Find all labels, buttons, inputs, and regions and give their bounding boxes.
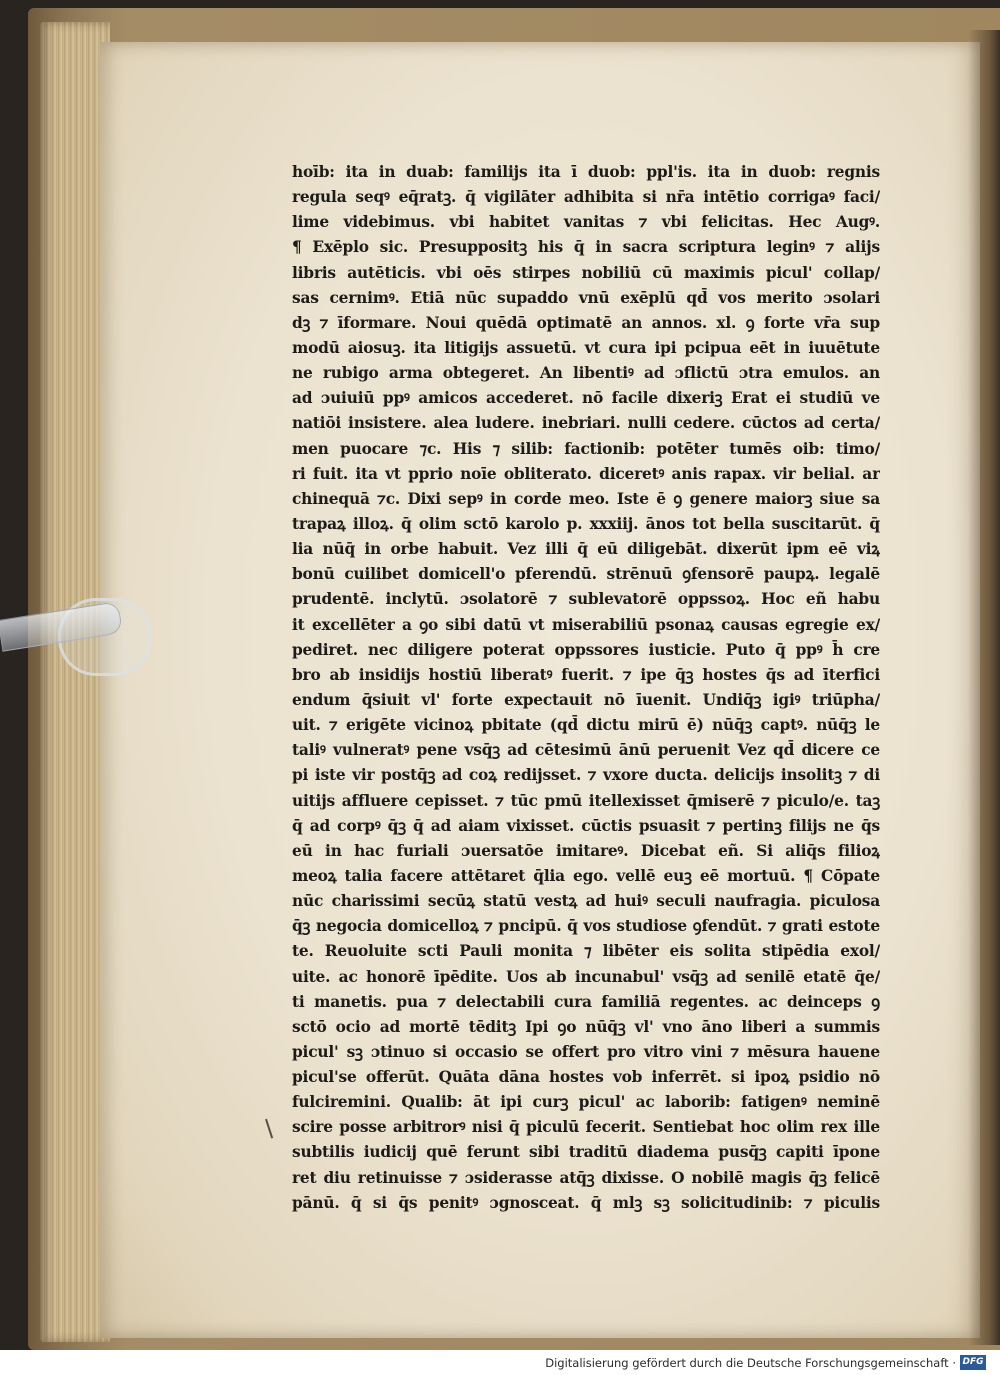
- dfg-logo-icon: DFG: [960, 1355, 986, 1370]
- text-line: fulciremini. Qualib: āt ipi curꝫ picul' ac laborib: fatigenꝰ neminē: [292, 1093, 880, 1112]
- text-line: sctō ocio ad mortē tēditꝫ Ipi ꝯo nūq̄ꝫ vl' vno āno liberi a summis: [292, 1017, 880, 1036]
- text-line: uite. ac honorē īpēdite. Uos ab incunabul' vsq̄ꝫ ad senilē etatē q̄e/: [292, 967, 880, 986]
- text-line: prudentē. inclytū. ɔsolatorē ⁊ sublevatorē oppssoꝝ. Hoc eñ habu: [292, 590, 880, 609]
- text-line: it excellēter a ꝯo sibi datū vt miserabiliū psonaꝝ causas egregie ex/: [292, 615, 880, 634]
- text-line: libris autēticis. vbi oēs stirpes nobiliū cū maximis picul' collap/: [292, 263, 880, 282]
- text-line: nūc charissimi secūꝝ statū vestꝝ ad huiꝰ seculi naufragia. piculosa: [292, 892, 880, 911]
- footer-bar: [0, 1350, 1000, 1375]
- text-line: ¶ Exēplo sic. Presuppositꝫ his q̄ in sacra scriptura leginꝰ ⁊ alijs: [292, 238, 880, 257]
- digitization-credit: Digitalisierung gefördert durch die Deutsche Forschungsgemeinschaft ·: [545, 1356, 956, 1370]
- text-line: lime videbimus. vbi habitet vanitas ⁊ vbi felicitas. Hec Augꝰ.: [292, 213, 880, 232]
- text-line: taliꝰ vulneratꝰ pene vsq̄ꝫ ad cētesimū ānū peruenit Vez qd̄ dicere ce: [292, 741, 880, 760]
- text-line: eū in hac furiali ɔuersatōe imitareꝰ. Dicebat eñ. Si aliq̄s filioꝝ: [292, 841, 880, 860]
- text-line: pediret. nec diligere poterat oppssores iusticie. Puto q̄ ppꝰ h̄ cre: [292, 640, 880, 659]
- text-line: bonū cuilibet domicell'o pferendū. strēnuū ꝯfensorē paupꝝ. legalē: [292, 565, 880, 584]
- text-line: trapaꝝ illoꝝ. q̄ olim sctō karolo p. xxxiij. ānos tot bella suscitarūt. q̄: [292, 514, 880, 533]
- text-line: picul' sꝫ ɔtinuo si occasio se offert pro vitro vini ⁊ mēsura hauene: [292, 1042, 880, 1061]
- text-line: uitijs affluere cepisset. ⁊ tūc pmū itellexisset q̄miserē ⁊ piculo/e. taꝫ: [292, 791, 880, 810]
- text-line: lia nūq̄ in orbe habuit. Vez illi q̄ eū diligebāt. dixerūt ipm eē viꝝ: [292, 540, 880, 559]
- text-line: natiōi insistere. alea ludere. inebriari. nulli cedere. cūctos ad certa/: [292, 414, 880, 433]
- text-line: pānū. q̄ si q̄s penitꝰ ɔgnosceat. q̄ mlꝫ sꝫ solicitudinib: ⁊ piculis: [292, 1193, 880, 1212]
- page-clip-icon: [0, 590, 150, 690]
- text-line: meoꝝ talia facere attētaret q̄lia ego. vellē euꝫ eē mortuū. ¶ Cōpate: [292, 866, 880, 885]
- book-gutter-shadow: [968, 30, 1000, 1345]
- text-line: subtilis iudicij quē ferunt sibi traditū diadema pusq̄ꝫ capiti īpone: [292, 1143, 880, 1162]
- text-line: uit. ⁊ erigēte vicinoꝝ pbitate (qd̄ dictu mirū ē) nūq̄ꝫ captꝰ. nūq̄ꝫ le: [292, 716, 880, 735]
- text-line: sas cernimꝰ. Etiā nūc supaddo vnū exēplū qd̄ vos merito ɔsolari: [292, 288, 880, 307]
- text-line: ad ɔuiuiū ppꝰ amicos accederet. nō facile dixeriꝫ Erat ei studiū ve: [292, 389, 880, 408]
- text-line: scire posse arbitrorꝰ nisi q̄ piculū fecerit. Sentiebat hoc olim rex ille: [292, 1118, 880, 1137]
- text-line: q̄ꝫ negocia domicelloꝝ ⁊ pncipū. q̄ vos studiose ꝯfendūt. ⁊ grati estote: [292, 917, 880, 936]
- text-line: modū aiosuꝫ. ita litigijs assuetū. vt cura ipi pcipua eēt in iuuētute: [292, 338, 880, 357]
- text-line: chinequā ⁊c. Dixi sepꝰ in corde meo. Iste ē ꝯ genere maiorꝫ siue sa: [292, 489, 880, 508]
- text-line: ri fuit. ita vt pprio noīe obliterato. diceretꝰ anis rapax. vir belial. ar: [292, 464, 880, 483]
- printed-text-block: [292, 160, 880, 1216]
- text-line: endum q̄siuit vl' forte expectauit nō īuenit. Undiq̄ꝫ igiꝰ triūpha/: [292, 690, 880, 709]
- text-line: ne rubigo arma obtegeret. An libentiꝰ ad ɔflictū ɔtra emulos. an: [292, 364, 880, 383]
- text-line: q̄ ad corpꝰ q̄ꝫ q̄ ad aiam vixisset. cūctis psuasit ⁊ pertinꝫ filijs ne q̄s: [292, 816, 880, 835]
- text-line: hoīb: ita in duab: familijs ita ī duob: ppl'is. ita in duob: regnis: [292, 163, 880, 181]
- text-line: bro ab insidijs hostiū liberatꝰ fuerit. ⁊ ipe q̄ꝫ hostes q̄s ad īterfici: [292, 665, 880, 684]
- text-line: ti manetis. pua ⁊ delectabili cura familiā regentes. ac deinceps ꝯ: [292, 992, 880, 1011]
- text-line: picul'se offerūt. Quāta dāna hostes vob inferrēt. si ipoꝝ psidio nō: [292, 1068, 880, 1087]
- text-line: regula seqꝰ eq̄ratꝫ. q̄ vigilāter adhibita si nr̄a intētio corrigaꝰ faci/: [292, 188, 880, 207]
- text-line: pi iste vir postq̄ꝫ ad coꝝ redijsset. ⁊ vxore ducta. delicijs insolitꝫ ⁊ di: [292, 766, 880, 785]
- text-line: ret diu retinuisse ⁊ ɔsiderasse atq̄ꝫ dixisse. O nobilē magis q̄ꝫ felicē: [292, 1168, 880, 1187]
- text-line: dꝫ ⁊ īformare. Noui quēdā optimatē an annos. xl. ꝯ forte vr̄a sup: [292, 313, 880, 332]
- text-line: te. Reuoluite scti Pauli monita ⁊ libēter eis solita stipēdia exol/: [292, 942, 880, 961]
- text-line: men puocare ⁊c. His ⁊ silib: factionib: potēter tumēs oib: timo/: [292, 439, 880, 458]
